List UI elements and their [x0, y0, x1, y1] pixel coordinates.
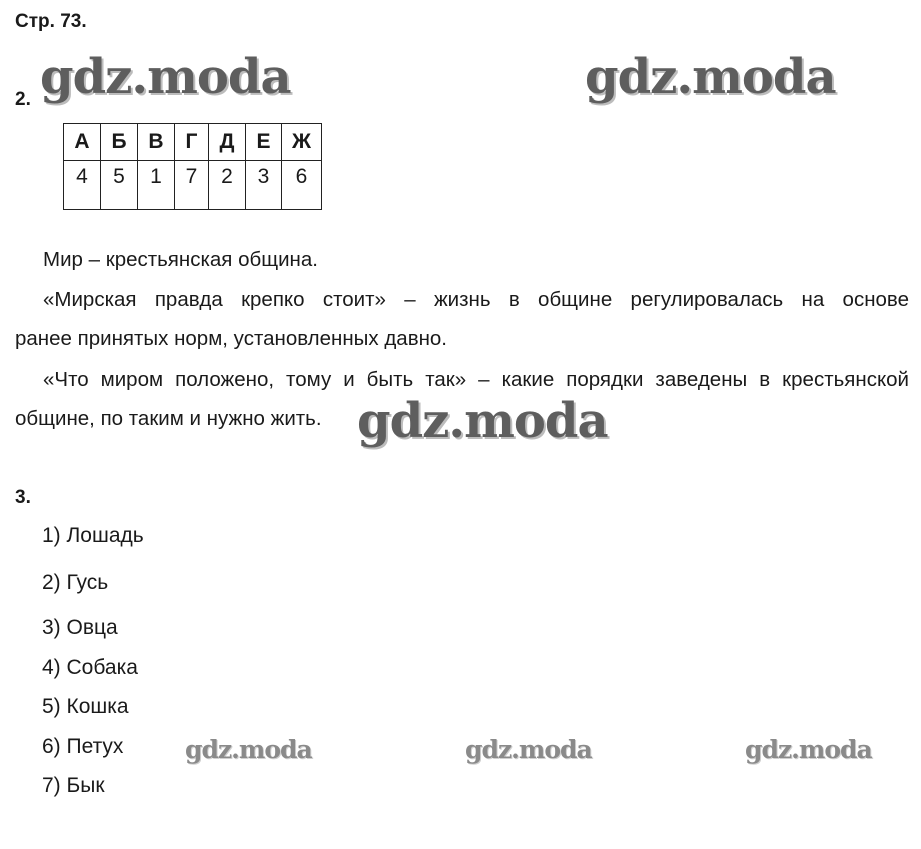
- answer-table-value-row: [64, 161, 322, 210]
- paragraph-mirskaya-pravda-line-2: ранее принятых норм, установленных давно.: [15, 327, 448, 350]
- table-value-cell: 4: [64, 161, 101, 210]
- watermark-logo: gdz.moda: [745, 735, 872, 764]
- page-heading: Стр. 73.: [15, 11, 87, 32]
- list-item: 7) Бык: [42, 774, 105, 797]
- table-header-cell: Д: [209, 124, 246, 161]
- table-value-cell: 3: [246, 161, 282, 210]
- table-header-cell: В: [138, 124, 175, 161]
- list-item: 5) Кошка: [42, 695, 129, 718]
- table-value-cell: 2: [209, 161, 246, 210]
- list-item: 4) Собака: [42, 656, 138, 679]
- list-item: 2) Гусь: [42, 571, 109, 594]
- table-header-cell: А: [64, 124, 101, 161]
- table-value-cell: 7: [175, 161, 209, 210]
- task-2-number: 2.: [15, 89, 31, 110]
- table-value-cell: 1: [138, 161, 175, 210]
- paragraph-mirskaya-pravda-line-1: «Мирская правда крепко стоит» – жизнь в общине регулировалась на основе: [43, 288, 909, 311]
- table-header-cell: Ж: [282, 124, 322, 161]
- list-item: 1) Лошадь: [42, 524, 144, 547]
- list-item: 6) Петух: [42, 735, 124, 758]
- watermark-logo: gdz.moda: [357, 393, 608, 449]
- watermark-logo: gdz.moda: [465, 735, 592, 764]
- table-header-cell: Г: [175, 124, 209, 161]
- paragraph-chto-mirom-line-1: «Что миром положено, тому и быть так» – какие порядки заведены в крестьянской: [43, 368, 909, 391]
- answer-table-header-row: [64, 124, 322, 161]
- watermark-logo: gdz.moda: [40, 49, 291, 105]
- watermark-logo: gdz.moda: [185, 735, 312, 764]
- task-3-number: 3.: [15, 487, 31, 508]
- table-value-cell: 5: [101, 161, 138, 210]
- table-header-cell: Е: [246, 124, 282, 161]
- watermark-logo: gdz.moda: [585, 49, 836, 105]
- list-item: 3) Овца: [42, 616, 118, 639]
- table-header-cell: Б: [101, 124, 138, 161]
- table-value-cell: 6: [282, 161, 322, 210]
- answer-table: [63, 123, 322, 210]
- paragraph-mir: Мир – крестьянская община.: [43, 248, 318, 271]
- paragraph-chto-mirom-line-2: общине, по таким и нужно жить.: [15, 407, 322, 430]
